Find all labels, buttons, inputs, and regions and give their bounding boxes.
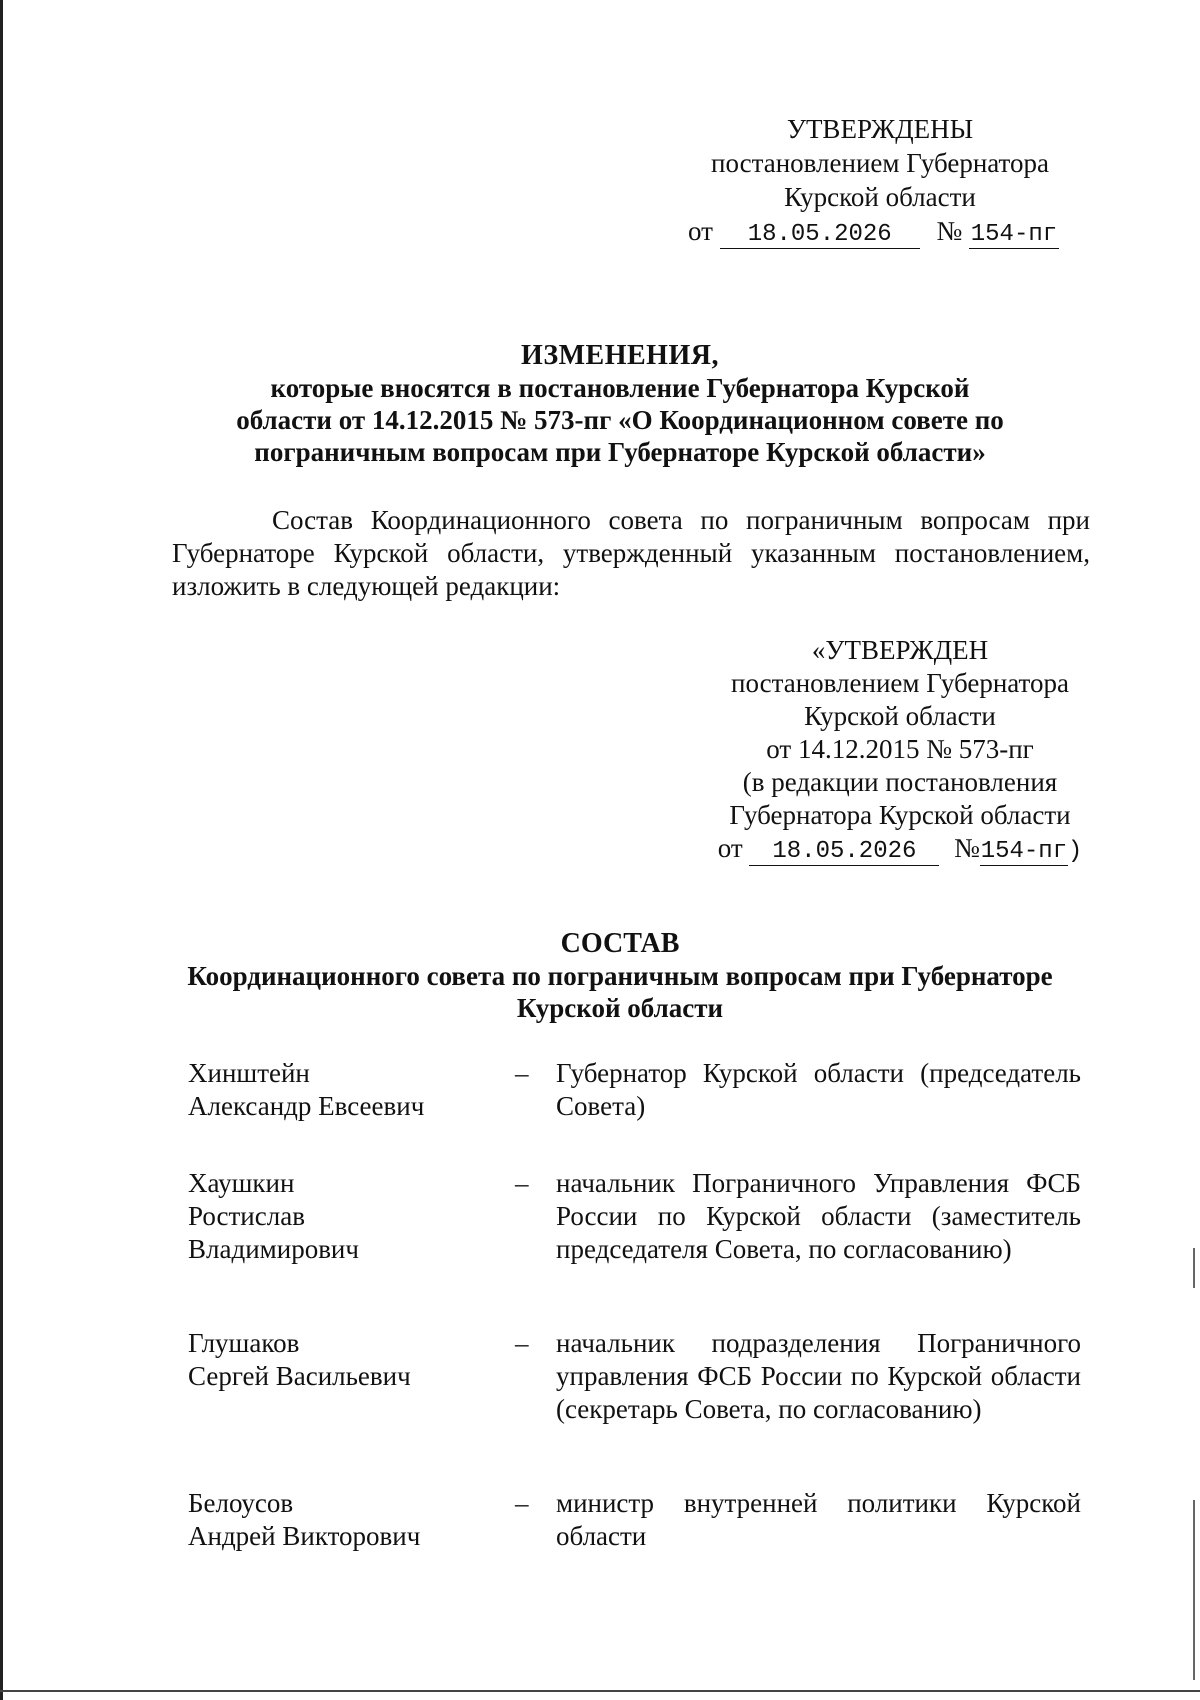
member-given-names: Андрей Викторович <box>188 1521 421 1551</box>
title-line3: области от 14.12.2015 № 573-пг «О Координационном совете по <box>236 405 1004 435</box>
member-name <box>188 1327 488 1393</box>
member-dash: – <box>515 1328 529 1358</box>
title-line4: пограничным вопросам при Губернаторе Курской области» <box>254 437 986 467</box>
date-prefix: от <box>717 833 743 863</box>
scan-left-edge <box>0 0 3 1700</box>
member-role: начальник Пограничного Управления ФСБ России по Курской области (заместитель председателя Совета, по согласованию) <box>556 1168 1081 1264</box>
approval-inner-date-line <box>700 832 1100 868</box>
member-dash: – <box>515 1168 529 1198</box>
member-dash: – <box>515 1058 529 1088</box>
approval-inner-line1: «УТВЕРЖДЕН <box>811 635 989 665</box>
member-given-names: Александр Евсеевич <box>188 1091 425 1121</box>
approval-inner <box>700 634 1100 868</box>
approval-inner-line6: Губернатора Курской области <box>729 800 1071 830</box>
closing-paren: ) <box>1067 838 1083 865</box>
member-patronymic: Владимирович <box>188 1234 359 1264</box>
member-surname: Хаушкин <box>188 1168 295 1198</box>
approval-inner-line3: Курской области <box>804 701 996 731</box>
member-given-names: Сергей Васильевич <box>188 1361 411 1391</box>
member-dash: – <box>515 1488 529 1518</box>
approval-inner-number: 154-пг <box>980 838 1068 865</box>
approval-header-line1: УТВЕРЖДЕНЫ <box>786 114 974 144</box>
approval-date: 18.05.2026 <box>720 222 920 249</box>
member-role: министр внутренней политики Курской области <box>556 1488 1081 1551</box>
approval-inner-line5: (в редакции постановления <box>742 767 1058 797</box>
scan-right-mark <box>1193 1248 1195 1288</box>
member-role: начальник подразделения Пограничного управления ФСБ России по Курской области (секретарь Совета, по согласованию) <box>556 1328 1081 1424</box>
date-prefix: от <box>688 216 713 246</box>
member-role: Губернатор Курской области (председатель Совета) <box>556 1058 1081 1121</box>
approval-header-line3: Курской области <box>784 182 976 212</box>
approval-inner-line4: от 14.12.2015 № 573-пг <box>766 734 1034 764</box>
number-prefix: № <box>936 216 963 246</box>
title-line2: которые вносятся в постановление Губернатора Курской <box>270 373 970 403</box>
document-title <box>150 340 1090 468</box>
intro-paragraph: Состав Координационного совета по пограничным вопросам при Губернаторе Курской области, утвержденный указанным постановлением, изложить в следующей редакции: <box>172 505 1090 601</box>
approval-header <box>680 112 1080 249</box>
member-surname: Хинштейн <box>188 1058 310 1088</box>
approval-inner-line2: постановлением Губернатора <box>731 668 1069 698</box>
approval-number: 154-пг <box>970 221 1058 248</box>
title-main: ИЗМЕНЕНИЯ, <box>521 340 719 371</box>
composition-heading <box>150 928 1090 1024</box>
approval-inner-date: 18.05.2026 <box>749 839 939 866</box>
approval-header-line2: постановлением Губернатора <box>711 148 1049 178</box>
scan-right-mark <box>1193 1500 1195 1680</box>
number-prefix: № <box>954 833 980 863</box>
composition-line2: Координационного совета по пограничным вопросам при Губернаторе <box>187 961 1053 991</box>
member-given-name: Ростислав <box>188 1201 305 1231</box>
member-name <box>188 1487 488 1553</box>
scan-bottom-edge <box>0 1690 1200 1692</box>
composition-line3: Курской области <box>516 993 724 1023</box>
composition-main: СОСТАВ <box>560 928 680 959</box>
approval-header-date-line <box>680 214 1080 249</box>
member-name <box>188 1057 488 1123</box>
member-name <box>188 1167 488 1266</box>
member-surname: Глушаков <box>188 1328 300 1358</box>
member-surname: Белоусов <box>188 1488 294 1518</box>
